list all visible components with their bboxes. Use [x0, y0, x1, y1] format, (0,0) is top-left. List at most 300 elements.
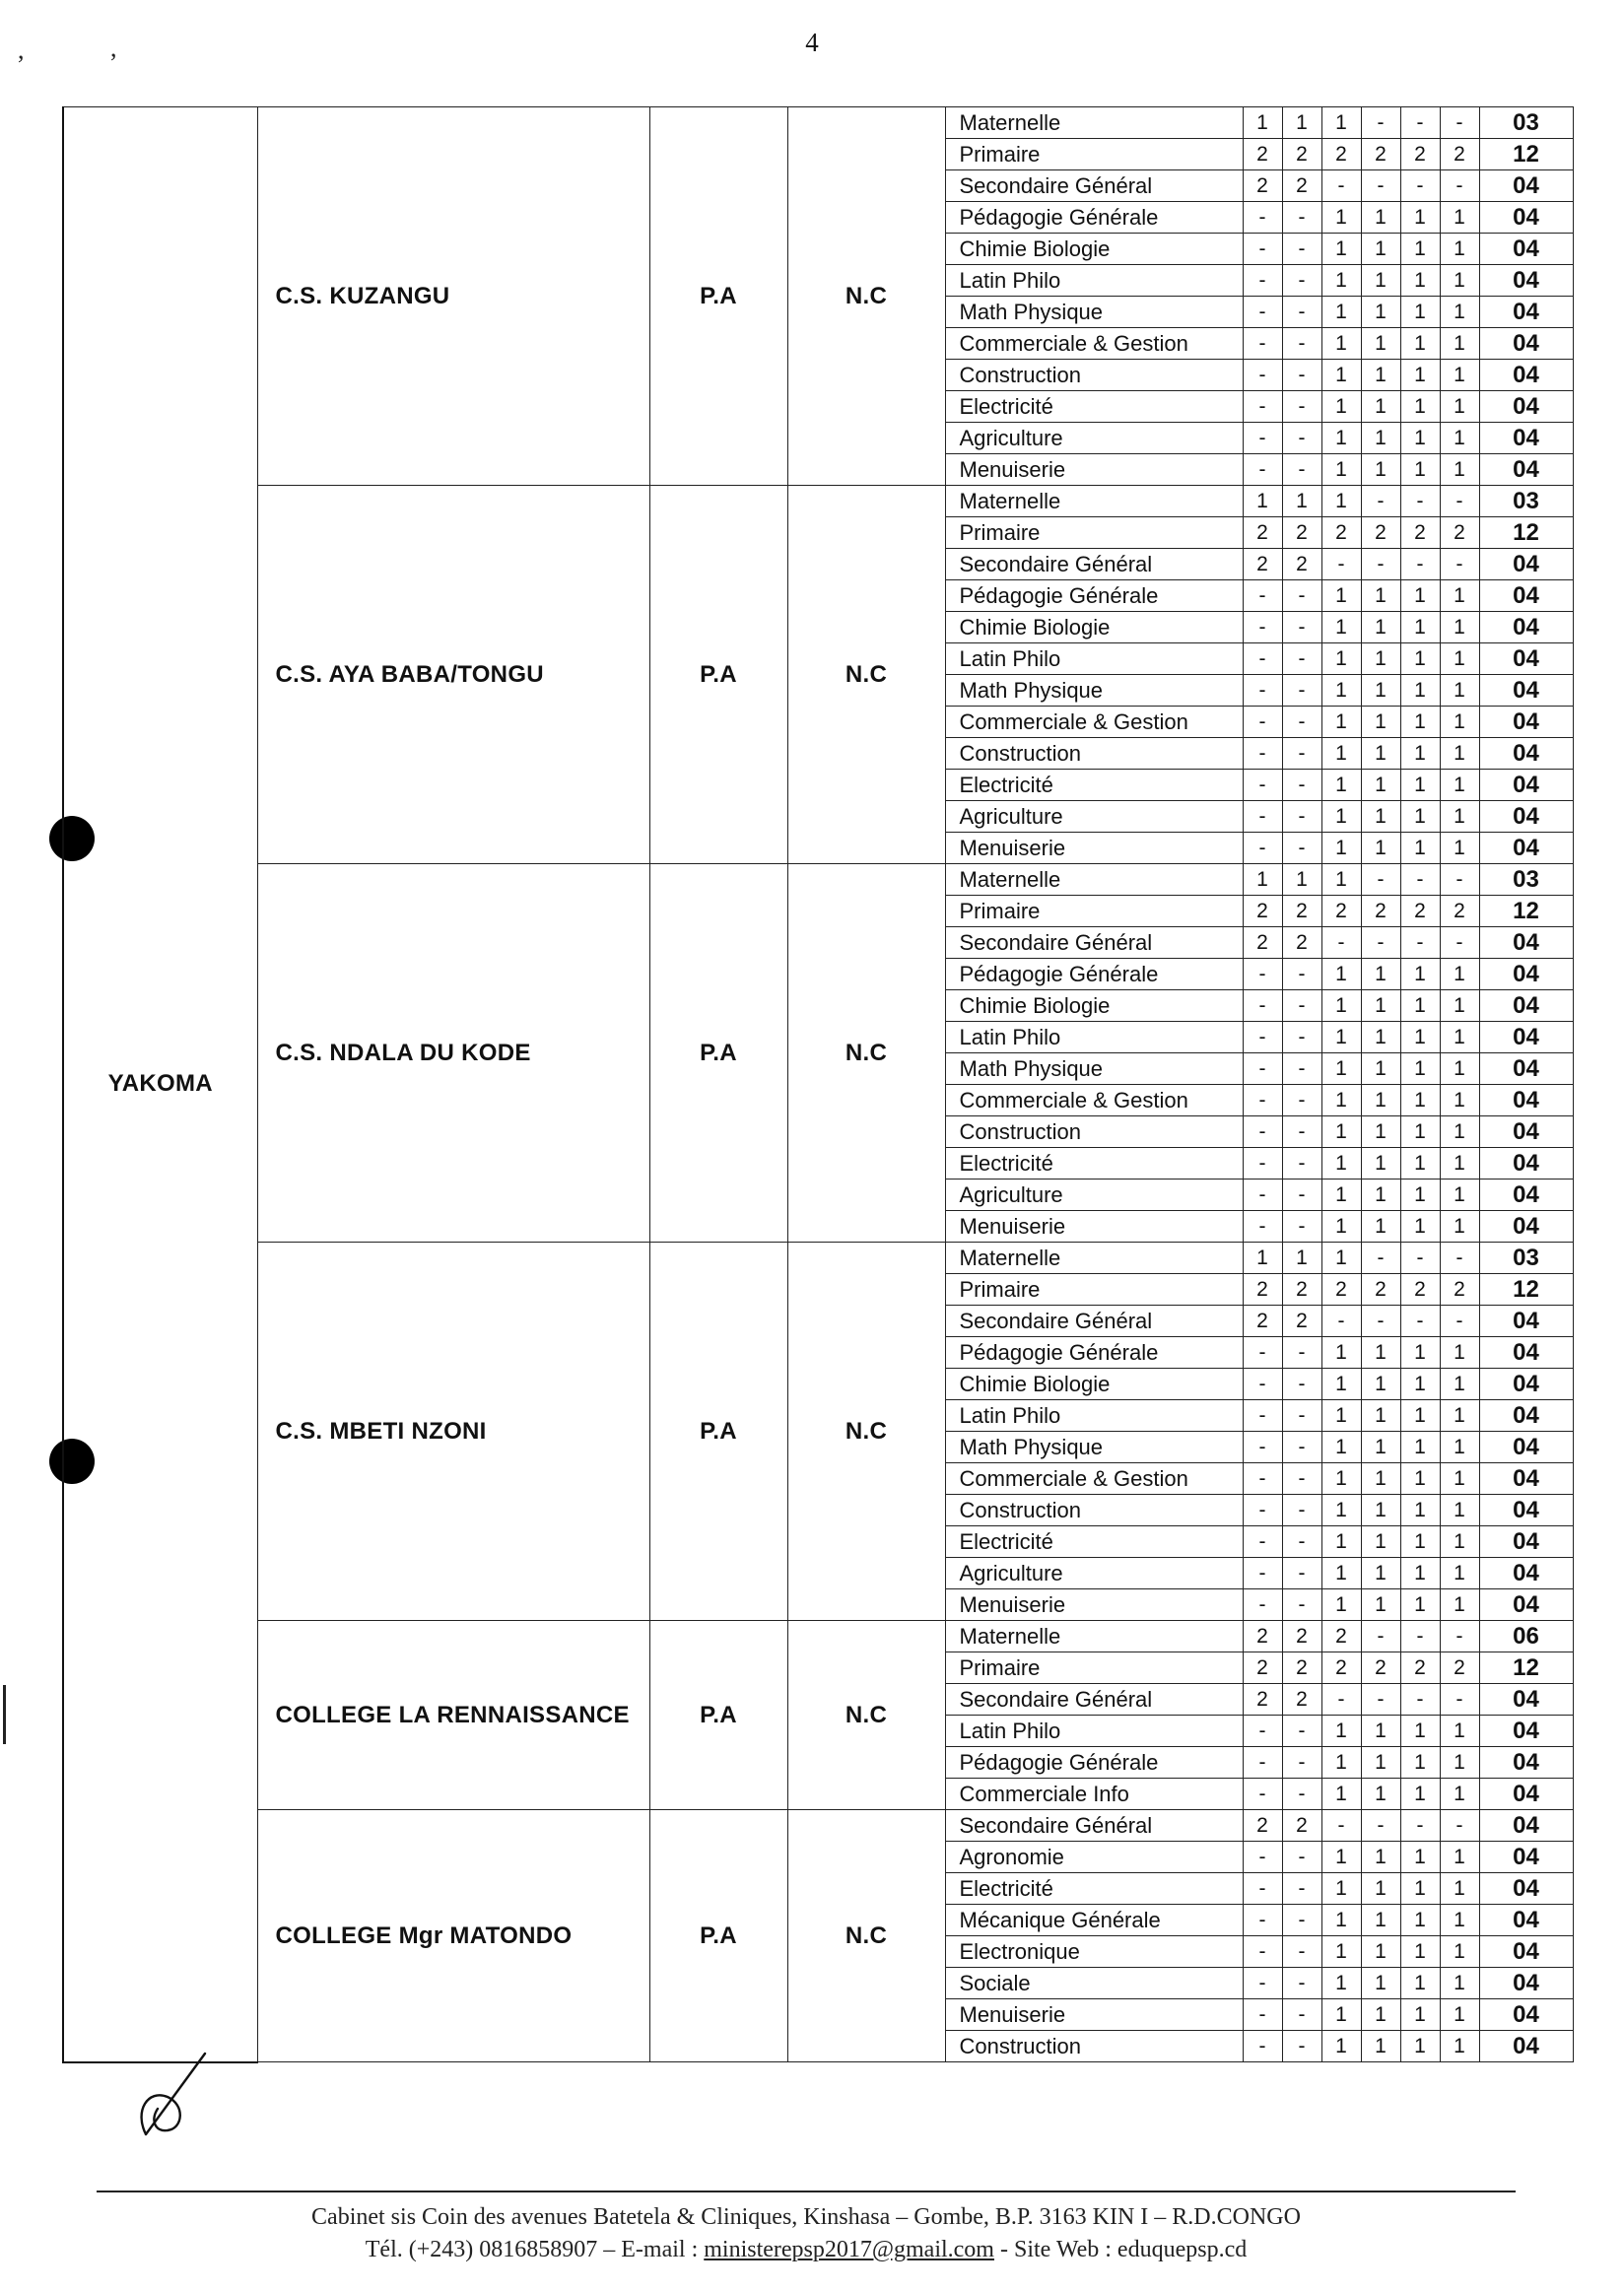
school-regime: P.A — [649, 1621, 787, 1810]
class-count: 2 — [1440, 1274, 1479, 1306]
class-count: 1 — [1400, 234, 1440, 265]
class-count: 1 — [1400, 423, 1440, 454]
section-name: Primaire — [945, 139, 1243, 170]
class-count: 1 — [1361, 643, 1400, 675]
class-count: 1 — [1440, 770, 1479, 801]
class-count: 1 — [1400, 202, 1440, 234]
class-count: - — [1243, 833, 1282, 864]
class-count: - — [1243, 1180, 1282, 1211]
section-name: Latin Philo — [945, 265, 1243, 297]
class-count: 1 — [1440, 1053, 1479, 1085]
section-total: 03 — [1479, 864, 1573, 896]
section-name: Electricité — [945, 770, 1243, 801]
class-count: 2 — [1243, 170, 1282, 202]
section-total: 04 — [1479, 1999, 1573, 2031]
section-name: Chimie Biologie — [945, 234, 1243, 265]
class-count: 1 — [1400, 1936, 1440, 1968]
section-name: Chimie Biologie — [945, 612, 1243, 643]
class-count: 1 — [1321, 1053, 1361, 1085]
class-count: - — [1282, 1337, 1321, 1369]
class-count: - — [1243, 959, 1282, 990]
class-count: 1 — [1243, 107, 1282, 139]
class-count: 1 — [1321, 1116, 1361, 1148]
class-count: 2 — [1400, 896, 1440, 927]
section-name: Menuiserie — [945, 454, 1243, 486]
class-count: - — [1243, 391, 1282, 423]
class-count: 1 — [1361, 328, 1400, 360]
class-count: 1 — [1400, 801, 1440, 833]
class-count: - — [1282, 1873, 1321, 1905]
class-count: - — [1321, 549, 1361, 580]
class-count: - — [1282, 1558, 1321, 1589]
class-count: 1 — [1440, 1369, 1479, 1400]
class-count: 2 — [1243, 1684, 1282, 1716]
class-count: - — [1440, 549, 1479, 580]
section-name: Secondaire Général — [945, 1810, 1243, 1842]
class-count: 1 — [1400, 738, 1440, 770]
class-count: 1 — [1400, 643, 1440, 675]
class-count: - — [1243, 738, 1282, 770]
footer-contact — [97, 2237, 1516, 2263]
class-count: 2 — [1243, 517, 1282, 549]
class-count: - — [1243, 1053, 1282, 1085]
section-name: Electricité — [945, 391, 1243, 423]
class-count: 1 — [1321, 486, 1361, 517]
class-count: 1 — [1361, 202, 1400, 234]
class-count: 1 — [1321, 1779, 1361, 1810]
section-name: Electricité — [945, 1526, 1243, 1558]
class-count: 2 — [1282, 1652, 1321, 1684]
class-count: 2 — [1282, 1274, 1321, 1306]
footer-website: - Site Web : eduquepsp.cd — [993, 2237, 1248, 2262]
class-count: 1 — [1400, 675, 1440, 707]
section-name: Maternelle — [945, 486, 1243, 517]
section-total: 04 — [1479, 1369, 1573, 1400]
class-count: 1 — [1400, 1495, 1440, 1526]
section-total: 04 — [1479, 297, 1573, 328]
class-count: - — [1243, 328, 1282, 360]
section-total: 04 — [1479, 1053, 1573, 1085]
class-count: 1 — [1321, 1999, 1361, 2031]
class-count: - — [1361, 549, 1400, 580]
class-count: 1 — [1400, 1968, 1440, 1999]
class-count: - — [1243, 990, 1282, 1022]
class-count: 1 — [1400, 1085, 1440, 1116]
school-regime: P.A — [649, 486, 787, 864]
class-count: 1 — [1321, 580, 1361, 612]
class-count: 1 — [1400, 770, 1440, 801]
section-total: 04 — [1479, 1306, 1573, 1337]
section-total: 04 — [1479, 675, 1573, 707]
class-count: 1 — [1361, 297, 1400, 328]
class-count: - — [1361, 1306, 1400, 1337]
class-count: 1 — [1440, 1968, 1479, 1999]
class-count: - — [1243, 454, 1282, 486]
section-name: Maternelle — [945, 1243, 1243, 1274]
class-count: 1 — [1321, 1243, 1361, 1274]
class-count: - — [1243, 1116, 1282, 1148]
section-total: 04 — [1479, 643, 1573, 675]
class-count: 2 — [1282, 170, 1321, 202]
class-count: - — [1282, 1905, 1321, 1936]
class-count: 1 — [1400, 1905, 1440, 1936]
class-count: 2 — [1440, 517, 1479, 549]
class-count: 2 — [1243, 1810, 1282, 1842]
class-count: - — [1440, 864, 1479, 896]
class-count: 1 — [1361, 833, 1400, 864]
class-count: 1 — [1440, 328, 1479, 360]
class-count: 1 — [1400, 612, 1440, 643]
class-count: 2 — [1282, 549, 1321, 580]
school-name: C.S. AYA BABA/TONGU — [257, 486, 649, 864]
class-count: 1 — [1440, 1558, 1479, 1589]
class-count: - — [1282, 612, 1321, 643]
section-total: 04 — [1479, 833, 1573, 864]
class-count: 1 — [1440, 1936, 1479, 1968]
section-name: Agriculture — [945, 1180, 1243, 1211]
class-count: - — [1243, 707, 1282, 738]
class-count: 1 — [1440, 1180, 1479, 1211]
school-name: C.S. MBETI NZONI — [257, 1243, 649, 1621]
class-count: 1 — [1321, 1936, 1361, 1968]
class-count: 1 — [1321, 643, 1361, 675]
section-name: Primaire — [945, 1274, 1243, 1306]
class-count: 2 — [1361, 139, 1400, 170]
class-count: 2 — [1400, 1652, 1440, 1684]
class-count: 1 — [1440, 580, 1479, 612]
class-count: 1 — [1321, 1463, 1361, 1495]
class-count: 2 — [1440, 139, 1479, 170]
section-name: Commerciale & Gestion — [945, 328, 1243, 360]
section-total: 04 — [1479, 1747, 1573, 1779]
class-count: 1 — [1440, 1873, 1479, 1905]
class-count: 1 — [1321, 1148, 1361, 1180]
class-count: 1 — [1440, 360, 1479, 391]
class-count: - — [1282, 1432, 1321, 1463]
section-total: 04 — [1479, 328, 1573, 360]
class-count: 2 — [1243, 1652, 1282, 1684]
class-count: 1 — [1440, 990, 1479, 1022]
class-count: - — [1361, 1810, 1400, 1842]
class-count: 1 — [1400, 990, 1440, 1022]
class-count: 1 — [1440, 1905, 1479, 1936]
schools-table — [62, 106, 1574, 2063]
class-count: 1 — [1282, 1243, 1321, 1274]
footer-email-link[interactable]: ministerepsp2017@gmail.com — [704, 2237, 994, 2262]
class-count: 1 — [1440, 1842, 1479, 1873]
section-total: 03 — [1479, 1243, 1573, 1274]
class-count: 1 — [1321, 328, 1361, 360]
section-name: Primaire — [945, 517, 1243, 549]
class-count: - — [1282, 1400, 1321, 1432]
section-total: 04 — [1479, 959, 1573, 990]
class-count: - — [1282, 738, 1321, 770]
class-count: - — [1440, 1243, 1479, 1274]
class-count: 1 — [1361, 1085, 1400, 1116]
class-count: 1 — [1440, 959, 1479, 990]
class-count: 1 — [1321, 1905, 1361, 1936]
table-row — [63, 486, 1573, 517]
class-count: 1 — [1361, 1842, 1400, 1873]
class-count: - — [1243, 675, 1282, 707]
section-name: Construction — [945, 1116, 1243, 1148]
section-total: 04 — [1479, 1495, 1573, 1526]
class-count: 1 — [1440, 707, 1479, 738]
class-count: - — [1282, 833, 1321, 864]
class-count: - — [1243, 1463, 1282, 1495]
class-count: - — [1282, 801, 1321, 833]
class-count: - — [1243, 1400, 1282, 1432]
class-count: 2 — [1321, 1621, 1361, 1652]
class-count: 1 — [1321, 959, 1361, 990]
class-count: 1 — [1243, 864, 1282, 896]
section-name: Commerciale Info — [945, 1779, 1243, 1810]
class-count: 1 — [1361, 1211, 1400, 1243]
class-count: 1 — [1400, 1716, 1440, 1747]
class-count: 1 — [1361, 1463, 1400, 1495]
class-count: - — [1243, 1779, 1282, 1810]
class-count: 2 — [1321, 517, 1361, 549]
class-count: 1 — [1400, 1999, 1440, 2031]
class-count: 2 — [1243, 1621, 1282, 1652]
class-count: - — [1282, 1526, 1321, 1558]
class-count: 1 — [1321, 360, 1361, 391]
section-name: Secondaire Général — [945, 1306, 1243, 1337]
class-count: - — [1440, 170, 1479, 202]
footer-address: Cabinet sis Coin des avenues Batetela & Cliniques, Kinshasa – Gombe, B.P. 3163 KIN I – R.D.CONGO — [311, 2204, 1301, 2230]
class-count: 2 — [1243, 927, 1282, 959]
section-total: 04 — [1479, 202, 1573, 234]
class-count: - — [1243, 1936, 1282, 1968]
section-name: Math Physique — [945, 1053, 1243, 1085]
class-count: 1 — [1440, 801, 1479, 833]
class-count: 1 — [1243, 1243, 1282, 1274]
class-count: - — [1243, 1526, 1282, 1558]
section-total: 12 — [1479, 517, 1573, 549]
class-count: - — [1282, 297, 1321, 328]
class-count: - — [1282, 265, 1321, 297]
section-total: 04 — [1479, 1116, 1573, 1148]
class-count: 2 — [1400, 139, 1440, 170]
school-name: C.S. KUZANGU — [257, 107, 649, 486]
class-count: - — [1400, 1684, 1440, 1716]
class-count: 1 — [1361, 1337, 1400, 1369]
section-total: 04 — [1479, 1684, 1573, 1716]
school-status: N.C — [787, 1810, 945, 2062]
section-total: 06 — [1479, 1621, 1573, 1652]
class-count: 1 — [1361, 1716, 1400, 1747]
class-count: - — [1282, 1968, 1321, 1999]
section-name: Construction — [945, 2031, 1243, 2062]
class-count: - — [1361, 1684, 1400, 1716]
class-count: 1 — [1361, 2031, 1400, 2062]
class-count: 1 — [1400, 454, 1440, 486]
section-total: 03 — [1479, 486, 1573, 517]
class-count: - — [1243, 265, 1282, 297]
class-count: - — [1243, 360, 1282, 391]
section-name: Secondaire Général — [945, 170, 1243, 202]
class-count: - — [1440, 1810, 1479, 1842]
section-name: Primaire — [945, 1652, 1243, 1684]
class-count: 2 — [1243, 896, 1282, 927]
section-total: 12 — [1479, 1652, 1573, 1684]
class-count: - — [1282, 1369, 1321, 1400]
section-total: 04 — [1479, 707, 1573, 738]
section-total: 04 — [1479, 1211, 1573, 1243]
class-count: - — [1400, 1810, 1440, 1842]
class-count: 1 — [1400, 1022, 1440, 1053]
class-count: 1 — [1440, 675, 1479, 707]
class-count: 1 — [1400, 1211, 1440, 1243]
class-count: 1 — [1321, 1337, 1361, 1369]
school-name: COLLEGE LA RENNAISSANCE — [257, 1621, 649, 1810]
class-count: 1 — [1321, 738, 1361, 770]
class-count: - — [1400, 107, 1440, 139]
section-name: Construction — [945, 738, 1243, 770]
class-count: 1 — [1321, 454, 1361, 486]
class-count: - — [1282, 1936, 1321, 1968]
class-count: 1 — [1361, 1180, 1400, 1211]
class-count: 1 — [1321, 107, 1361, 139]
class-count: 1 — [1361, 1053, 1400, 1085]
section-name: Pédagogie Générale — [945, 959, 1243, 990]
class-count: 2 — [1361, 517, 1400, 549]
school-name: C.S. NDALA DU KODE — [257, 864, 649, 1243]
class-count: 1 — [1361, 360, 1400, 391]
table-row — [63, 864, 1573, 896]
class-count: - — [1282, 2031, 1321, 2062]
class-count: 1 — [1282, 107, 1321, 139]
class-count: 1 — [1321, 1558, 1361, 1589]
class-count: 1 — [1321, 1589, 1361, 1621]
section-name: Agriculture — [945, 423, 1243, 454]
class-count: 1 — [1321, 1085, 1361, 1116]
class-count: 1 — [1400, 1400, 1440, 1432]
class-count: - — [1243, 1558, 1282, 1589]
section-name: Construction — [945, 360, 1243, 391]
class-count: 2 — [1282, 1306, 1321, 1337]
table-row — [63, 107, 1573, 139]
class-count: - — [1243, 643, 1282, 675]
class-count: 1 — [1440, 265, 1479, 297]
section-name: Chimie Biologie — [945, 990, 1243, 1022]
class-count: 2 — [1282, 1810, 1321, 1842]
class-count: 1 — [1361, 580, 1400, 612]
class-count: - — [1282, 580, 1321, 612]
section-name: Agriculture — [945, 1558, 1243, 1589]
section-name: Electricité — [945, 1148, 1243, 1180]
section-total: 04 — [1479, 1779, 1573, 1810]
class-count: - — [1282, 1842, 1321, 1873]
class-count: 1 — [1400, 1589, 1440, 1621]
class-count: - — [1321, 927, 1361, 959]
section-total: 04 — [1479, 234, 1573, 265]
class-count: - — [1440, 1621, 1479, 1652]
class-count: 1 — [1321, 1526, 1361, 1558]
section-name: Latin Philo — [945, 1400, 1243, 1432]
class-count: - — [1440, 927, 1479, 959]
section-name: Sociale — [945, 1968, 1243, 1999]
class-count: - — [1243, 1716, 1282, 1747]
class-count: - — [1243, 297, 1282, 328]
region-name: YAKOMA — [63, 107, 257, 2062]
class-count: - — [1243, 2031, 1282, 2062]
school-status: N.C — [787, 1243, 945, 1621]
class-count: - — [1243, 1968, 1282, 1999]
section-name: Maternelle — [945, 107, 1243, 139]
section-name: Menuiserie — [945, 833, 1243, 864]
section-name: Math Physique — [945, 675, 1243, 707]
class-count: 2 — [1400, 1274, 1440, 1306]
section-name: Math Physique — [945, 1432, 1243, 1463]
section-total: 04 — [1479, 549, 1573, 580]
class-count: 1 — [1361, 1936, 1400, 1968]
class-count: - — [1400, 486, 1440, 517]
class-count: - — [1282, 1716, 1321, 1747]
class-count: 1 — [1440, 297, 1479, 328]
class-count: - — [1400, 549, 1440, 580]
section-name: Construction — [945, 1495, 1243, 1526]
class-count: 1 — [1440, 833, 1479, 864]
class-count: 1 — [1321, 1180, 1361, 1211]
class-count: 1 — [1400, 1369, 1440, 1400]
class-count: 1 — [1321, 990, 1361, 1022]
class-count: 1 — [1321, 1495, 1361, 1526]
section-total: 04 — [1479, 454, 1573, 486]
class-count: 1 — [1400, 1053, 1440, 1085]
class-count: - — [1321, 1306, 1361, 1337]
class-count: 1 — [1440, 1211, 1479, 1243]
class-count: 1 — [1440, 423, 1479, 454]
class-count: 1 — [1400, 1180, 1440, 1211]
class-count: 2 — [1282, 927, 1321, 959]
class-count: 1 — [1321, 265, 1361, 297]
class-count: 1 — [1321, 1968, 1361, 1999]
scan-mark: , — [18, 35, 25, 64]
class-count: 1 — [1400, 297, 1440, 328]
section-total: 04 — [1479, 1905, 1573, 1936]
class-count: 1 — [1321, 202, 1361, 234]
school-name: COLLEGE Mgr MATONDO — [257, 1810, 649, 2062]
class-count: 1 — [1321, 1747, 1361, 1779]
section-total: 12 — [1479, 139, 1573, 170]
school-status: N.C — [787, 864, 945, 1243]
class-count: - — [1282, 1495, 1321, 1526]
class-count: 1 — [1361, 1558, 1400, 1589]
table-row — [63, 1621, 1573, 1652]
class-count: - — [1243, 1589, 1282, 1621]
section-name: Latin Philo — [945, 1716, 1243, 1747]
class-count: - — [1282, 1053, 1321, 1085]
class-count: 1 — [1440, 1116, 1479, 1148]
section-name: Commerciale & Gestion — [945, 1085, 1243, 1116]
class-count: - — [1282, 1180, 1321, 1211]
class-count: 2 — [1321, 139, 1361, 170]
class-count: - — [1400, 864, 1440, 896]
class-count: - — [1282, 454, 1321, 486]
class-count: 1 — [1440, 1463, 1479, 1495]
section-total: 04 — [1479, 1337, 1573, 1369]
class-count: 1 — [1440, 643, 1479, 675]
class-count: - — [1243, 801, 1282, 833]
class-count: 1 — [1361, 391, 1400, 423]
class-count: 1 — [1321, 612, 1361, 643]
school-regime: P.A — [649, 107, 787, 486]
class-count: - — [1243, 580, 1282, 612]
class-count: 2 — [1243, 549, 1282, 580]
footer-phone: Tél. (+243) 0816858907 – E-mail : — [365, 2237, 705, 2262]
class-count: 1 — [1321, 1211, 1361, 1243]
